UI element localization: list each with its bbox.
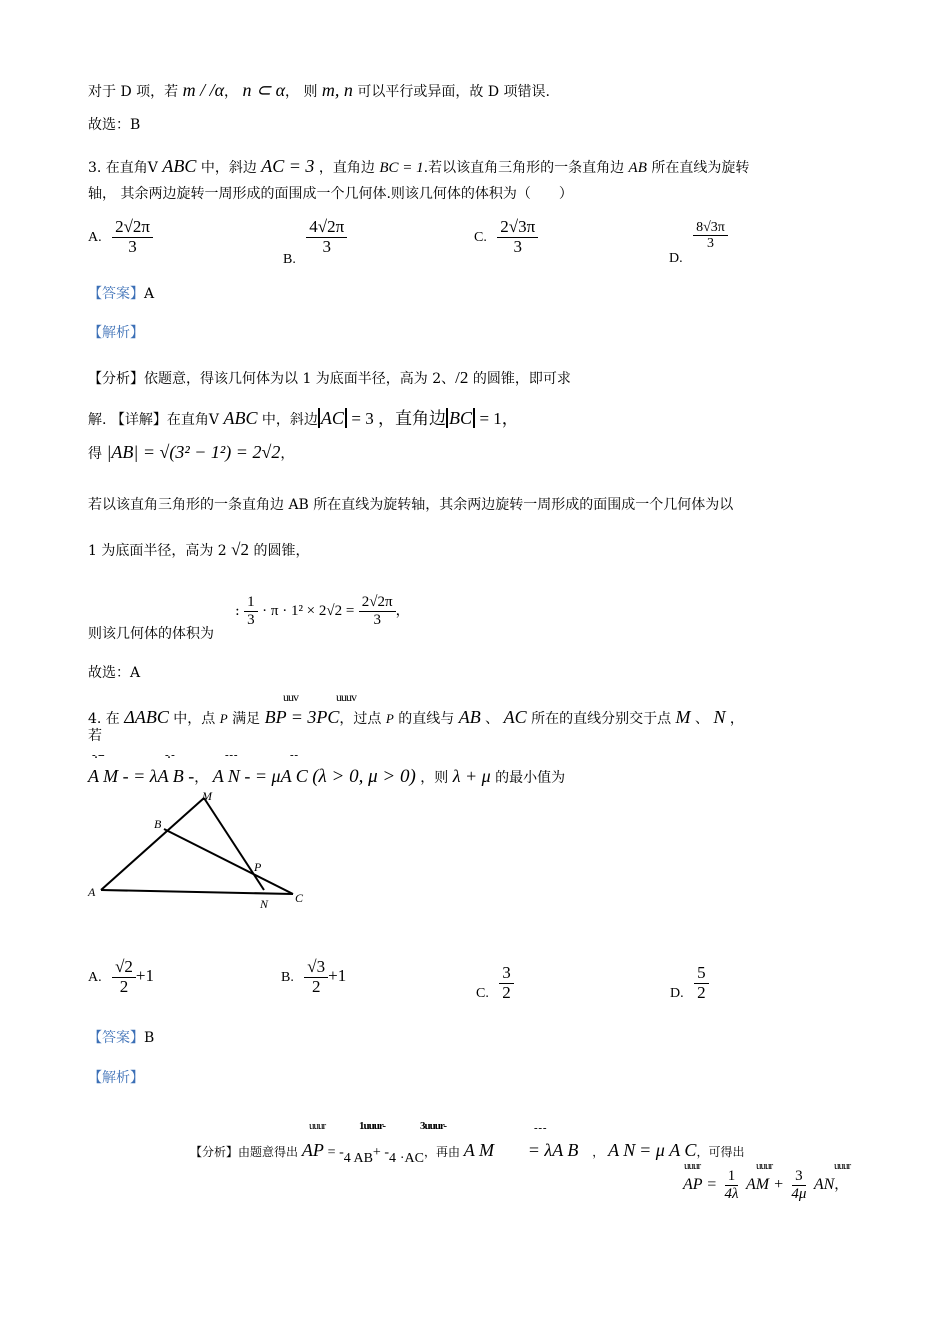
q3-fenxi [88, 368, 571, 388]
denominator: 2 [119, 976, 129, 996]
math-parallel: m / /α [182, 80, 225, 100]
text: ， [194, 770, 209, 786]
vector-marks: -. -- [92, 749, 104, 761]
answer-value: B [144, 1030, 155, 1046]
option-fraction [304, 958, 328, 996]
q3-analysis-tag: 【解析】 [88, 325, 144, 341]
text: 、 [695, 711, 709, 727]
label-n: N [260, 897, 269, 911]
text: ， [592, 1145, 605, 1159]
text: ，再由 [423, 1145, 460, 1159]
overarrow-bp: uuv [283, 690, 298, 704]
text: ， [834, 1177, 849, 1193]
vector-marks: - - [290, 749, 298, 761]
text: = 1， [479, 409, 519, 428]
math-abc: ABC [223, 408, 258, 428]
vector-marks: -. - [165, 749, 174, 761]
denominator: 4λ [724, 1185, 739, 1202]
text: 所在直线为旋转 [651, 160, 750, 176]
figure-lines [101, 798, 293, 894]
text: 的直线与 [398, 711, 455, 727]
numerator: 8√3π [693, 220, 728, 236]
option-label: B. [283, 252, 296, 268]
numerator: 2√2π [112, 218, 153, 238]
q3-cone [88, 540, 309, 560]
q3-line1 [88, 156, 749, 178]
text: 【分析】由题意得出 [190, 1145, 299, 1159]
option-label: C. [474, 230, 487, 246]
overarrow: uuur [756, 1160, 773, 1172]
triangle-figure [84, 786, 314, 911]
numerator: 5 [694, 964, 709, 984]
text: 的圆锥，即可求 [472, 371, 571, 387]
option-label: D. [670, 986, 684, 1002]
text: = 3 ，直角边 [351, 409, 446, 428]
q3-volume-label: 则该几何体的体积为 [88, 626, 214, 642]
text: 3. 在直角V [88, 160, 158, 176]
math: 4 AB [343, 1151, 373, 1166]
choice-b: 故选：B [88, 117, 141, 133]
fraction [722, 1168, 742, 1202]
vector-marks: - - - [534, 1122, 546, 1134]
numerator: 3 [499, 964, 514, 984]
segment-am [101, 798, 204, 890]
denominator: 2 [697, 982, 706, 1002]
label-p: P [254, 860, 262, 874]
option-tail: +1 [135, 966, 155, 986]
option-fraction [306, 218, 347, 256]
math-ap: AP = [683, 1176, 718, 1193]
option-label: B. [281, 970, 294, 986]
text: 中，斜边 [200, 160, 257, 176]
text: 所在的直线分别交于点 [531, 711, 672, 727]
math-an: A N - = μA C [212, 766, 308, 786]
math: 4 [388, 1151, 396, 1166]
line-d-option [88, 80, 550, 102]
denominator: 3 [322, 236, 331, 256]
label-m: M [202, 789, 212, 803]
numerator: √2 [112, 958, 136, 978]
math-ab-length: |AB| = √(3² − 1²) = 2√2 [106, 442, 281, 462]
option-fraction [499, 964, 514, 1002]
text: 可以平行或异面，故 D 项错误. [357, 84, 550, 100]
denominator: 3 [513, 236, 522, 256]
q3-option-a [88, 218, 153, 256]
text: 【分析】依题意，得该几何体为以 1 为底面半径，高为 2、 [88, 371, 456, 387]
text: 满足 [232, 711, 261, 727]
math-an: AN [813, 1176, 835, 1193]
overarrow: uuur [309, 1120, 326, 1132]
fraction [788, 1168, 809, 1202]
text: ，过点 [339, 711, 382, 727]
text: 解. 【详解】在直角V [88, 412, 220, 428]
math-condition: (λ > 0, μ > 0) [312, 766, 416, 787]
q4-analysis-tag: 【解析】 [88, 1070, 144, 1086]
overarrow-pc: uuuv [336, 690, 356, 704]
math: = μ A C [639, 1140, 697, 1160]
numerator: 2√3π [497, 218, 538, 238]
math: = - [327, 1145, 344, 1160]
q3-de [88, 442, 294, 464]
q3-option-b [283, 217, 347, 268]
math: = λA B [527, 1140, 579, 1160]
math-bp-pc: BP = 3PC [264, 707, 340, 727]
text: ，则 [420, 770, 449, 786]
math-bc: BC = 1 [379, 160, 424, 176]
math-abs-ac: AC [318, 408, 347, 428]
q4-line1 [88, 707, 744, 729]
math-ab: AB [458, 707, 481, 727]
math-ab: AB [628, 160, 647, 176]
answer-tag: 【答案】 [88, 286, 144, 302]
segment-mn [204, 798, 264, 890]
denominator: 2 [311, 976, 321, 996]
q3-line2: 轴， 其余两边旋转一周形成的面围成一个几何体.则该几何体的体积为（ ） [88, 186, 573, 202]
q3-answer [88, 286, 154, 303]
math: ·AC [399, 1151, 424, 1166]
denominator: 3 [247, 611, 255, 628]
denominator: 3 [706, 236, 714, 252]
math-abc: ABC [162, 156, 197, 176]
math-p: P [385, 711, 394, 726]
answer-tag: 【答案】 [88, 1030, 144, 1046]
math-root: √2 [231, 540, 250, 559]
segment-ac [101, 890, 293, 894]
text: 中，斜边 [261, 412, 318, 428]
q4-option-b [281, 958, 346, 996]
q4-ruo: 若 [88, 728, 102, 744]
math: + - [372, 1145, 389, 1160]
q3-option-c [474, 218, 538, 256]
math-m: M [675, 707, 691, 727]
text: ， 则 [285, 84, 318, 100]
denominator: 3 [128, 236, 137, 256]
math-am: A M - = λA B - [88, 766, 195, 786]
text: ， [395, 603, 410, 619]
text: ，直角边 [318, 160, 375, 176]
text: 1 为底面半径，高为 2 [88, 543, 227, 559]
option-fraction [112, 218, 153, 256]
q4-answer [88, 1030, 154, 1047]
math-subset: n ⊂ α [242, 80, 286, 100]
text: 得 [88, 446, 102, 462]
text: ，可得出 [696, 1145, 745, 1159]
option-fraction [497, 218, 538, 256]
denominator: 4μ [791, 1185, 807, 1202]
math-am: AM + [745, 1176, 784, 1193]
segment-bc [164, 829, 293, 894]
q3-choice: 故选：A [88, 665, 141, 681]
text: 的最小值为 [495, 770, 566, 786]
option-label: A. [88, 230, 102, 246]
q4-final-expr [683, 1168, 848, 1202]
text: 4. 在 [88, 711, 120, 727]
numerator: 1 [725, 1168, 739, 1186]
q3-volume-expr [235, 594, 410, 628]
math-abs-bc: BC [446, 408, 475, 428]
label-c: C [295, 891, 304, 905]
math-mn: m, n [321, 80, 353, 100]
text: 中，点 [173, 711, 216, 727]
math-ap: AP [301, 1140, 324, 1160]
overarrow: uuur [834, 1160, 851, 1172]
option-label: D. [669, 250, 683, 266]
numerator: 3 [792, 1168, 806, 1186]
text: 的圆锥， [253, 543, 310, 559]
text: 、 [485, 711, 500, 727]
overarrow: uuur [684, 1160, 701, 1172]
label-a: A [88, 885, 96, 899]
numerator: √3 [304, 958, 328, 978]
q4-option-c [476, 964, 514, 1002]
math-am: A M [463, 1140, 494, 1160]
math-n: N [713, 707, 726, 727]
math-p: P [219, 711, 228, 726]
option-fraction [694, 964, 709, 1002]
math-root: /2 [455, 368, 469, 387]
math: · π · 1² × 2√2 = [262, 603, 355, 619]
text: ， [280, 446, 295, 462]
overarrow: 3uuur- [420, 1120, 446, 1132]
q3-jie [88, 408, 519, 430]
answer-value: A [144, 286, 155, 302]
math-ac: AC [503, 707, 527, 727]
option-label: A. [88, 970, 102, 986]
label-b: B [154, 817, 162, 831]
math-ac: AC = 3 [261, 156, 315, 176]
math-an: A N [608, 1140, 636, 1160]
fraction [359, 594, 396, 628]
text: : [235, 603, 240, 619]
text: .若以该直角三角形的一条直角边 [423, 160, 625, 176]
fraction [244, 594, 258, 628]
denominator: 2 [502, 982, 511, 1002]
q3-long-line: 若以该直角三角形的一条直角边 AB 所在直线为旋转轴，其余两边旋转一周形成的面围成一个几何体为以 [88, 497, 734, 513]
q3-option-d [669, 220, 728, 266]
text: ， [224, 84, 239, 100]
numerator: 1 [244, 594, 258, 612]
option-label: C. [476, 986, 489, 1002]
option-tail: +1 [328, 966, 347, 986]
numerator: 2√2π [359, 594, 396, 612]
q4-option-a [88, 958, 154, 996]
math-triangle: ΔABC [124, 707, 169, 727]
vector-marks: - - - [225, 749, 237, 761]
math-sum: λ + μ [452, 766, 491, 786]
text: ， [729, 711, 744, 727]
text: 对于 D 项，若 [88, 84, 179, 100]
denominator: 3 [373, 611, 381, 628]
overarrow: 1uuur- [359, 1120, 385, 1132]
option-fraction [693, 220, 728, 252]
q4-option-d [670, 964, 709, 1002]
option-fraction [112, 958, 136, 996]
numerator: 4√2π [306, 218, 347, 238]
